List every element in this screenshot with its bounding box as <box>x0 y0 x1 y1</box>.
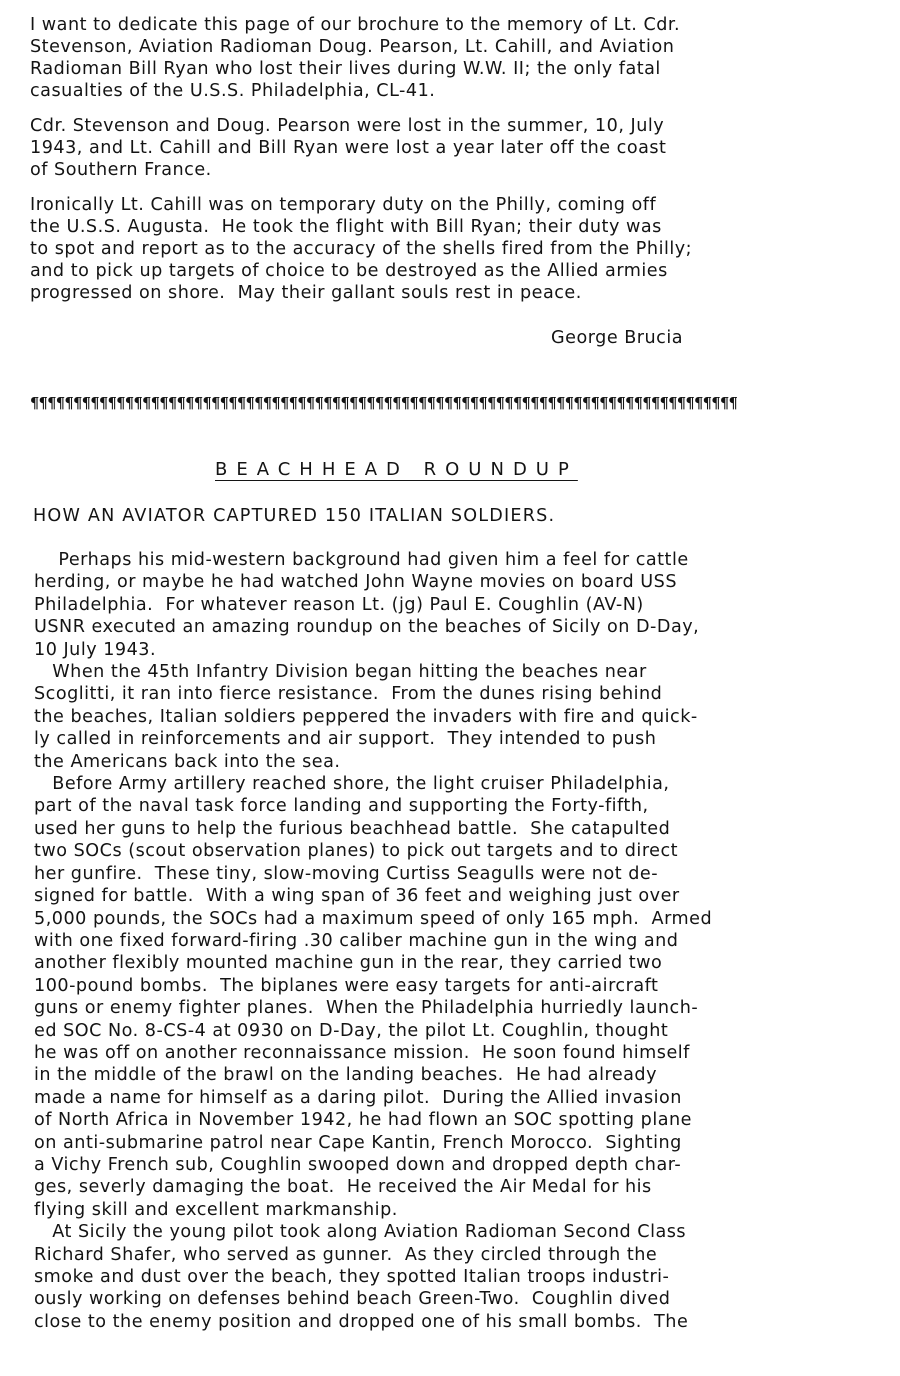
signature: George Brucia <box>551 328 684 348</box>
dedication-paragraph-3: Ironically Lt. Cahill was on temporary duty on the Philly, coming off the U.S.S. Augusta. He took the flight with Bill Ryan; their duty was to spot and report as to the accuracy of the shells fired from the Philly; and to pick up targets of choice to be destroyed as the Allied armies progressed on shore. May their gallant souls rest in peace. <box>30 195 693 303</box>
dedication-paragraph-1: I want to dedicate this page of our brochure to the memory of Lt. Cdr. Stevenson, Aviation Radioman Doug. Pearson, Lt. Cahill, and Aviation Radioman Bill Ryan who lost their lives during W.W. II; the only fatal casualties of the U.S.S. Philadelphia, CL-41. <box>30 15 681 101</box>
article-body: Perhaps his mid-western background had given him a feel for cattle herding, or maybe he had watched John Wayne movies on board USS Philadelphia. For whatever reason Lt. (jg) Paul E. Coughlin (AV-N) USNR executed an amazing roundup on the beaches of Sicily on D-Day, 10 July 1943. When the 45th Infantry Division began hitting the beaches near Scoglitti, it ran into fierce resistance. From the dunes rising behind the beaches, Italian soldiers peppered the invaders with fire and quick- ly called in reinforcements and air support. They intended to push the Americans back into the sea. Before Army artillery reached shore, the light cruiser Philadelphia, part of the naval task force landing and supporting the Forty-fifth, used her guns to help the furious beachhead battle. She catapulted two SOCs (scout observation planes) to pick out targets and to direct her gunfire. These tiny, slow-moving Curtiss Seagulls were not de- signed for battle. With a wing span of 36 feet and weighing just over 5,000 pounds, the SOCs had a maximum speed of only 165 mph. Armed with one fixed forward-firing .30 caliber machine gun in the wing and another flexibly mounted machine gun in the rear, they carried two 100-pound bombs. The biplanes were easy targets for anti-aircraft guns or enemy fighter planes. When the Philadelphia hurriedly launch- ed SOC No. 8-CS-4 at 0930 on D-Day, the pilot Lt. Coughlin, thought he was off on another reconnaissance mission. He soon found himself in the middle of the brawl on the landing beaches. He had already made a name for himself as a daring pilot. During the Allied invasion of North Africa in November 1942, he had flown an SOC spotting plane on anti-submarine patrol near Cape Kantin, French Morocco. Sighting a Vichy French sub, Coughlin swooped down and dropped depth char- ges, severly damaging the boat. He received the Air Medal for his flying skill and excellent markmanship. At Sicily the young pilot took along Aviation Radioman Second Class Richard Shafer, who served as gunner. As they circled through the smoke and dust over the beach, they spotted Italian troops industri- ously working on defenses behind beach Green-Two. Coughlin dived close to the enemy position and dropped one of his small bombs. The <box>34 550 713 1332</box>
article-subheading: HOW AN AVIATOR CAPTURED 150 ITALIAN SOLDIERS. <box>33 506 556 526</box>
pilcrow-divider: ¶¶¶¶¶¶¶¶¶¶¶¶¶¶¶¶¶¶¶¶¶¶¶¶¶¶¶¶¶¶¶¶¶¶¶¶¶¶¶¶¶¶¶¶¶¶¶¶¶¶¶¶¶¶¶¶¶¶¶¶¶¶¶¶¶¶¶¶¶¶¶¶¶¶¶¶¶¶¶¶¶¶ <box>30 395 738 412</box>
dedication-paragraph-2: Cdr. Stevenson and Doug. Pearson were lost in the summer, 10, July 1943, and Lt. Cahill and Bill Ryan were lost a year later off the coast of Southern France. <box>30 116 667 180</box>
article-title: BEACHHEAD ROUNDUP <box>215 459 578 480</box>
